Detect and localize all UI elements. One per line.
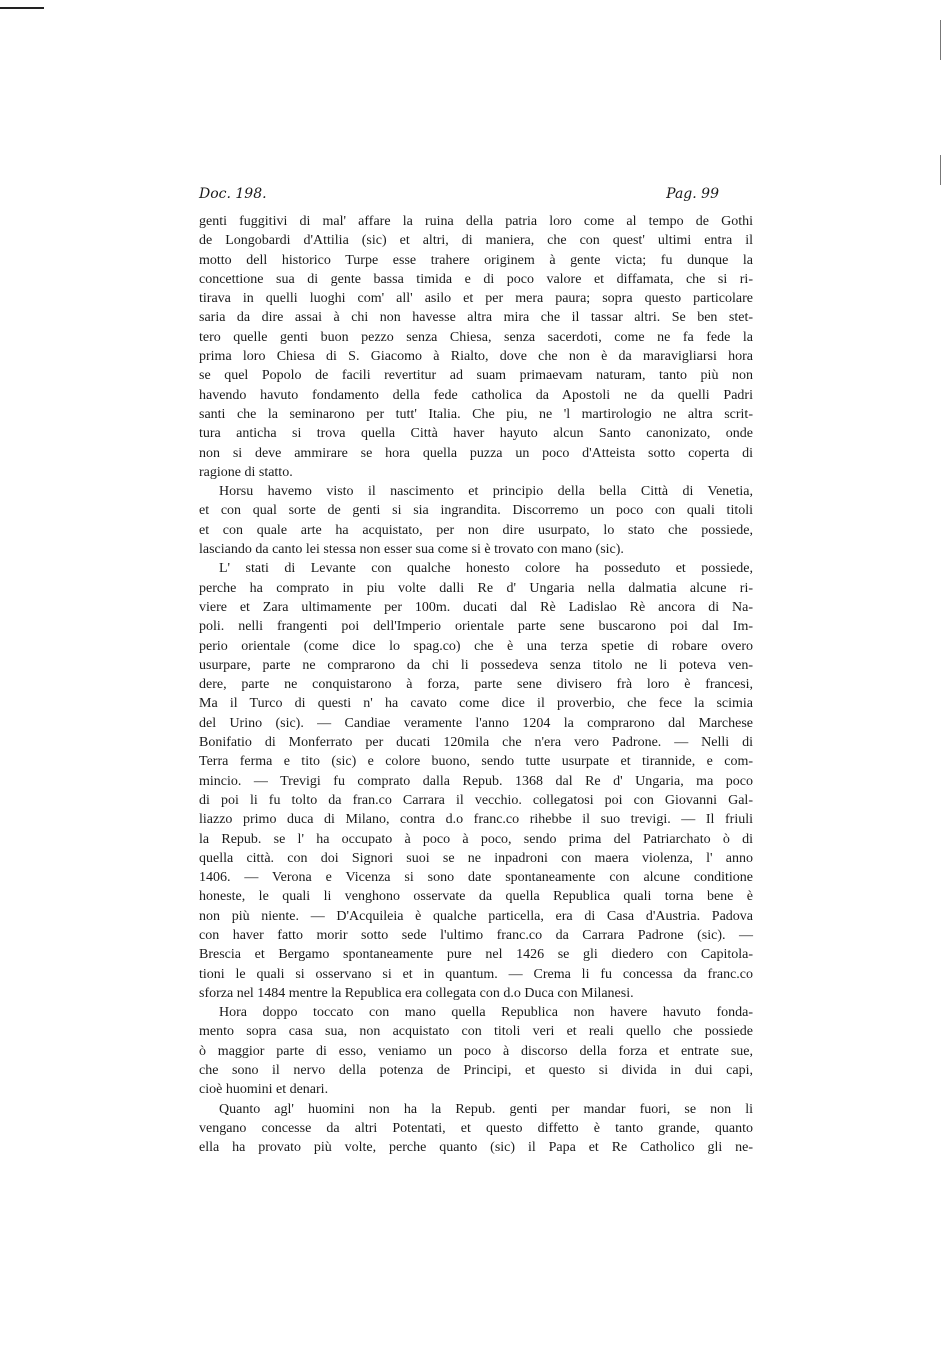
text-line: perche ha comprato in piu volte dalli Re d' Ungaria nella dalmatia alcune ri- xyxy=(199,580,753,596)
text-line: dere, parte ne conquistarono à forza, parte sene divisero frà loro è francesi, xyxy=(199,677,753,693)
text-line: 1406. — Verona e Vicenza si sono date spontaneamente con alcune conditione xyxy=(199,870,753,886)
text-line: Quanto agl' huomini non ha la Repub. genti per mandar fuori, se non li xyxy=(219,1101,753,1117)
scan-edge-mark xyxy=(0,7,44,9)
text-line: et con quale arte ha acquistato, per non dire usurpato, lo stato che possiede, xyxy=(199,522,753,538)
text-line: et con qual sorte de genti si sia ingrandita. Discorremo un poco con quali titoli xyxy=(199,503,753,519)
body-text xyxy=(199,212,753,1158)
text-line: lasciando da canto lei stessa non esser sua come si è trovato con mano (sic). xyxy=(199,542,624,558)
page-number: Pag. 99 xyxy=(666,186,719,202)
text-line: che sono il nervo della potenza de Principi, et questo si divida in dui capi, xyxy=(199,1063,753,1079)
text-line: havendo havuto fondamento della fede catholica da Apostoli ne da quelli Padri xyxy=(199,387,753,403)
text-line: tero quelle genti buon pezzo senza Chiesa, senza sacerdoti, come ne fa fede la xyxy=(199,329,753,345)
text-line: ò maggior parte di esso, veniamo un poco à discorso della forza et entrate sue, xyxy=(199,1043,753,1059)
text-line: mento sopra casa sua, non acquistato con titoli veri et reali quello che possiede xyxy=(199,1024,753,1040)
text-line: mincio. — Trevigi fu comprato dalla Repub. 1368 dal Re d' Ungaria, ma poco xyxy=(199,773,753,789)
text-line: perio orientale (come dice lo spag.co) che è una terza spetie di robare overo xyxy=(199,638,753,654)
text-line: di poi li fu tolto da fran.co Carrara il vecchio. collegatosi poi con Giovanni Gal- xyxy=(199,792,753,808)
text-line: la Repub. se l' ha occupato à poco à poco, sendo prima del Patriarchato ò di xyxy=(199,831,753,847)
text-line: cioè huomini et denari. xyxy=(199,1082,329,1098)
text-line: tirava in quelli luoghi com' all' asilo et per mera paura; sopra questo particolare xyxy=(199,291,753,307)
text-line: prima loro Chiesa di S. Giacomo à Rialto, dove che non è da maravigliarsi hora xyxy=(199,349,753,365)
text-line: Bonifatio di Monferrato per ducati 120mila che n'era vero Padrone. — Nelli di xyxy=(199,735,753,751)
text-line: con haver fatto morir sotto sede l'ultimo franc.co da Carrara Padrone (sic). — xyxy=(199,927,753,943)
text-line: usurpare, parte ne comprarono da chi li possedeva senza titolo ne li poteva ven- xyxy=(199,657,753,673)
text-line: sforza nel 1484 mentre la Republica era collegata con d.o Duca con Milanesi. xyxy=(199,985,634,1001)
text-line: santi che la seminarono per tutt' Italia. Che piu, ne 'l martirologio ne altra scrit- xyxy=(199,406,753,422)
text-line: Terra ferma e tito (sic) e colore buono, sendo tutte usurpate et tirannide, e com- xyxy=(199,754,753,770)
text-line: tura anticha si trova quella Città haver hayuto alcun Santo canonizato, onde xyxy=(199,426,753,442)
text-line: non più niente. — D'Acquileia è qualche particella, era di Casa d'Austria. Padova xyxy=(199,908,753,924)
text-line: se quel Popolo de facili revertitur ad suam primaevam naturam, tanto più non xyxy=(199,368,753,384)
text-line: de Longobardi d'Attilia (sic) et altri, di maniera, che con quest' ultimi entra il xyxy=(199,233,753,249)
text-line: Ma il Turco di questi n' ha cavato come dice il proverbio, che fece la scimia xyxy=(199,696,753,712)
text-line: genti fuggitivi di mal' affare la ruina della patria loro come al tempo de Gothi xyxy=(199,214,753,229)
scan-edge-mark-right xyxy=(940,20,941,60)
text-line: concettione sua di gente bassa timida e di poco valore et diffamata, che si ri- xyxy=(199,271,753,287)
text-line: Brescia et Bergamo spontaneamente pure nel 1426 se gli diedero con Capitola- xyxy=(199,947,753,963)
text-line: non si deve ammirare se hora quella puzza un poco d'Atteista sotto coperta di xyxy=(199,445,753,461)
text-line: Horsu havemo visto il nascimento et principio della bella Città di Venetia, xyxy=(219,484,753,500)
text-line: ragione di statto. xyxy=(199,464,293,480)
document-reference: Doc. 198. xyxy=(199,186,267,202)
text-line: saria da dire assai à chi non havesse altra mira che il tassar altri. Se ben stet- xyxy=(199,310,753,326)
text-line: quella città. con doi Signori suoi se ne inpadroni con maera violenza, l' anno xyxy=(199,850,753,866)
text-line: honeste, le quali li venghono osservate da quella Republica quali torna bene è xyxy=(199,889,753,905)
text-line: poli. nelli frangenti poi dell'Imperio orientale parte sene buscarono poi dal Im- xyxy=(199,619,753,635)
text-line: motto dell historico Turpe esse trahere originem à gente victa; fu dunque la xyxy=(199,252,753,268)
page-header xyxy=(199,186,719,208)
text-line: ella ha provato più volte, perche quanto (sic) il Papa et Re Catholico gli ne- xyxy=(199,1140,753,1156)
text-line: L' stati di Levante con qualche honesto colore ha posseduto et possiede, xyxy=(219,561,753,577)
text-line: liazzo primo duca di Milano, contra d.o franc.co rihebbe il suo trevigi. — Il friuli xyxy=(199,812,753,828)
text-line: Hora doppo toccato con mano quella Republica non havere havuto fonda- xyxy=(219,1005,753,1021)
text-line: del Urino (sic). — Candiae veramente l'anno 1204 la comprarono dal Marchese xyxy=(199,715,753,731)
scan-edge-mark-right xyxy=(940,155,941,185)
text-line: tioni le quali si osservano si et in quantum. — Crema li fu concessa da franc.co xyxy=(199,966,753,982)
text-line: vengano concesse da altri Potentati, et questo diffetto è tanto grande, quanto xyxy=(199,1120,753,1136)
text-line: viere et Zara ultimamente per 100m. ducati dal Rè Ladislao Rè ancora di Na- xyxy=(199,599,753,615)
